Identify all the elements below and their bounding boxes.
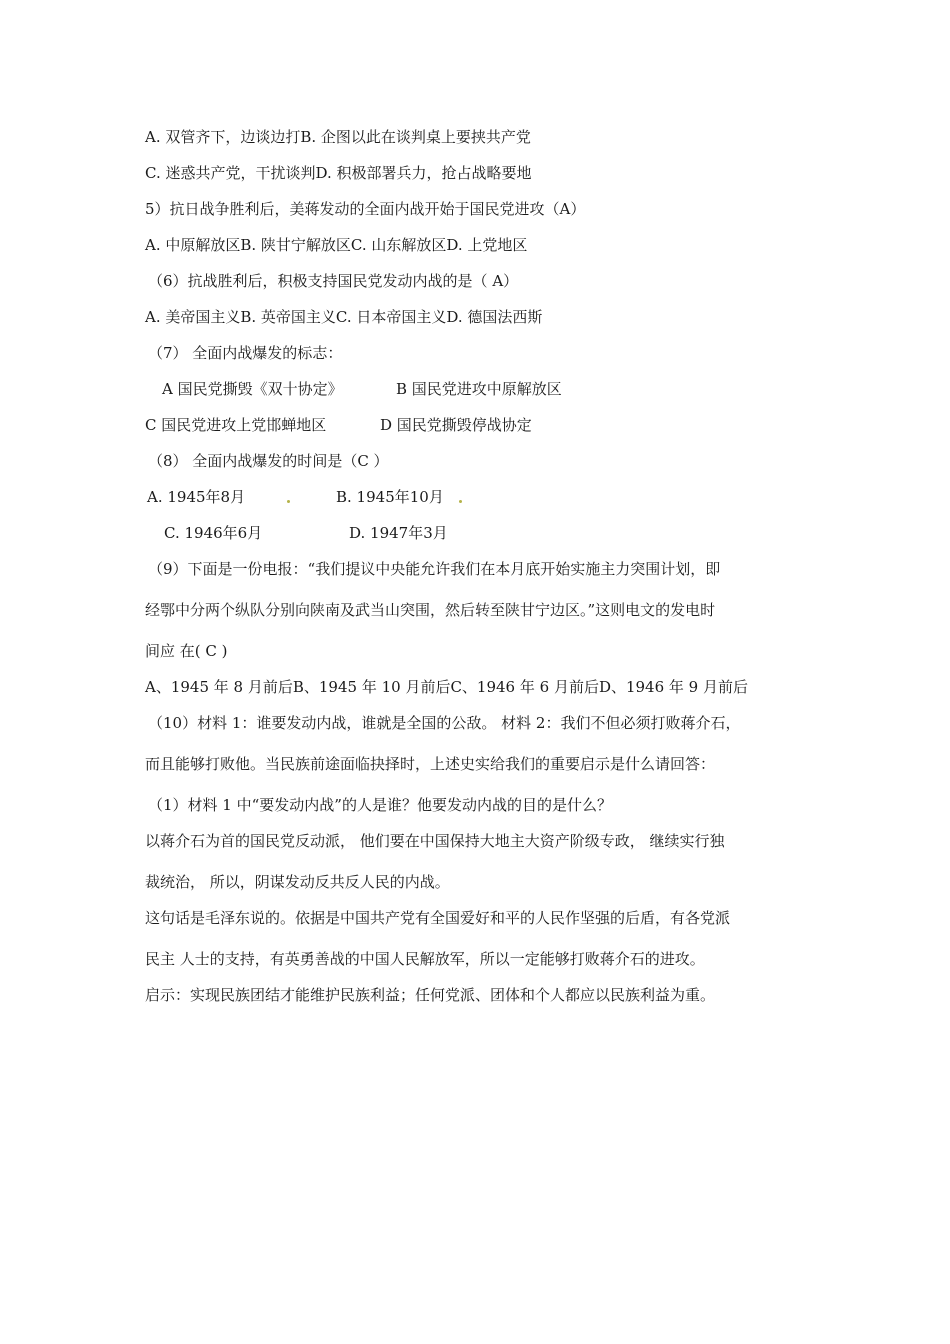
option-d: D. 1947年3月 — [349, 524, 448, 542]
speck-mark — [459, 500, 462, 503]
text-line: 这句话是毛泽东说的。依据是中国共产党有全国爱好和平的人民作坚强的后盾，有各党派 — [145, 909, 731, 927]
text-line: （1）材料 1 中“要发动内战”的人是谁？他要发动内战的目的是什么？ — [148, 796, 612, 814]
text-line: A. 美帝国主义B. 英帝国主义C. 日本帝国主义D. 德国法西斯 — [145, 308, 543, 326]
text-line: 经鄂中分两个纵队分别向陕南及武当山突围，然后转至陕甘宁边区。”这则电文的发电时 — [145, 601, 716, 619]
text-line: （9）下面是一份电报：“我们提议中央能允许我们在本月底开始实施主力突围计划，即 — [148, 560, 721, 578]
text-line: （7） 全面内战爆发的标志： — [148, 344, 343, 362]
option-b: B. 1945年10月 — [336, 488, 444, 506]
text-line: 启示：实现民族团结才能维护民族利益；任何党派、团体和个人都应以民族利益为重。 — [145, 986, 716, 1004]
option-c: C 国民党进攻上党邯蝉地区 — [145, 416, 327, 434]
speck-mark — [287, 500, 290, 503]
text-line: C. 迷惑共产党，干扰谈判D. 积极部署兵力，抢占战略要地 — [145, 164, 532, 182]
text-line: （6）抗战胜利后，积极支持国民党发动内战的是（ A） — [148, 272, 519, 290]
text-line: 裁统治， 所以，阴谋发动反共反人民的内战。 — [145, 873, 450, 891]
text-line: 民主 人士的支持，有英勇善战的中国人民解放军，所以一定能够打败蒋介石的进攻。 — [145, 950, 705, 968]
text-line: 间应 在( C ) — [145, 642, 228, 660]
text-line: A. 中原解放区B. 陕甘宁解放区C. 山东解放区D. 上党地区 — [145, 236, 528, 254]
option-a: A. 1945年8月 — [147, 488, 246, 506]
text-line: 以蒋介石为首的国民党反动派， 他们要在中国保持大地主大资产阶级专政， 继续实行独 — [145, 832, 725, 850]
text-line: 而且能够打败他。当民族前途面临抉择时，上述史实给我们的重要启示是什么请回答： — [145, 755, 716, 773]
text-line: 5）抗日战争胜利后，美蒋发动的全面内战开始于国民党进攻（A） — [145, 200, 586, 218]
text-line: （10）材料 1：谁要发动内战，谁就是全国的公敌。 材料 2：我们不但必须打败蒋介石， — [148, 714, 741, 732]
option-d: D 国民党撕毁停战协定 — [380, 416, 532, 434]
option-b: B 国民党进攻中原解放区 — [396, 380, 562, 398]
text-line: （8） 全面内战爆发的时间是（C ） — [148, 452, 389, 470]
text-line: A、1945 年 8 月前后B、1945 年 10 月前后C、1946 年 6 月前后D、1946 年 9 月前后 — [145, 678, 748, 696]
option-c: C. 1946年6月 — [164, 524, 263, 542]
option-a: A 国民党撕毁《双十协定》 — [162, 380, 343, 398]
text-line: A. 双管齐下，边谈边打B. 企图以此在谈判桌上要挟共产党 — [145, 128, 531, 146]
